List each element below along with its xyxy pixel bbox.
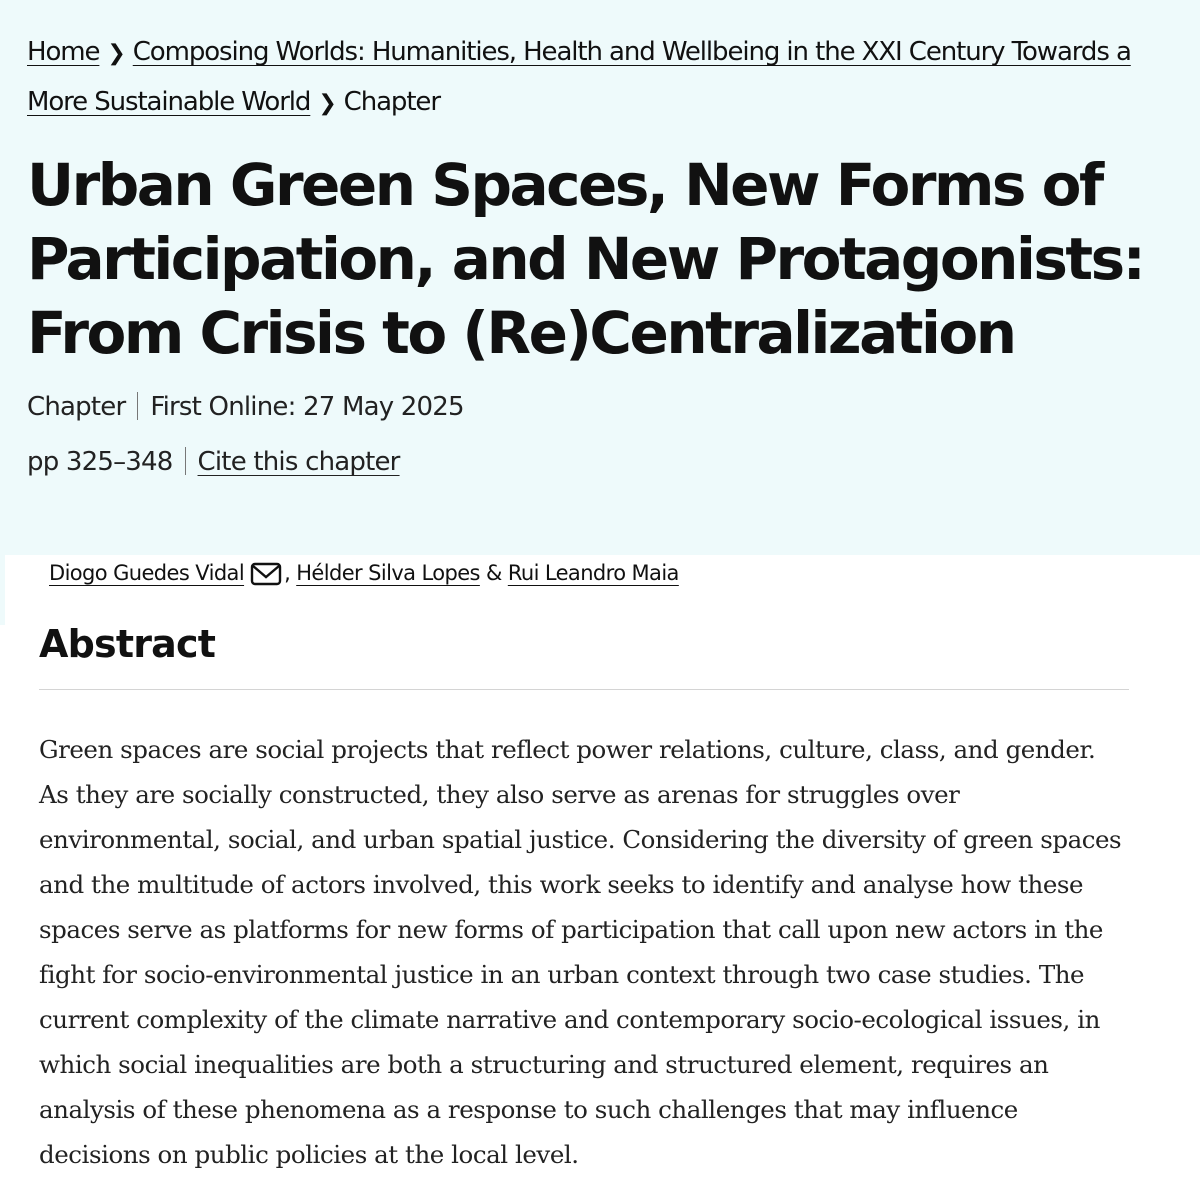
chevron-right-icon: ❯ xyxy=(318,91,336,116)
envelope-icon[interactable] xyxy=(250,562,284,591)
chapter-pages-line xyxy=(27,447,727,477)
breadcrumb-current: Chapter xyxy=(343,87,440,117)
divider xyxy=(185,447,186,475)
abstract-text: Green spaces are social projects that reflect power relations, culture, class, and gender. As they are socially constructed, they also serve as arenas for struggles over environmental, social, and urban spatial justice. Considering the diversity of green spaces and the multitude of actors involved, this work seeks to identify and analyse how these spaces serve as platforms for new forms of participation that call upon new actors in the fight for socio-environmental justice in an urban context through two case studies. The current complexity of the climate narrative and contemporary socio-ecological issues, in which social inequalities are both a structuring and structured element, requires an analysis of these phenomena as a response to such challenges that may influence decisions on public policies at the local level. xyxy=(39,735,1122,1169)
content-type: Chapter xyxy=(27,392,126,422)
chevron-right-icon: ❯ xyxy=(107,41,125,66)
breadcrumb-book-link[interactable]: Composing Worlds: Humanities, Health and Wellbeing in the XXI Century Towards a More Sustainable World xyxy=(27,37,1131,117)
divider xyxy=(137,392,138,420)
header-background-edge xyxy=(0,555,5,625)
page-range: pp 325–348 xyxy=(27,447,173,477)
chapter-meta-line xyxy=(27,392,727,422)
first-online-date: First Online: 27 May 2025 xyxy=(150,392,464,422)
breadcrumb-home-link[interactable]: Home xyxy=(27,37,100,67)
author-link-1[interactable]: Diogo Guedes Vidal xyxy=(49,561,245,585)
abstract-heading: Abstract xyxy=(39,622,216,666)
chapter-title: Urban Green Spaces, New Forms of Participation, and New Protagonists: From Crisis to (Re)Centralization xyxy=(27,151,1144,367)
author-separator: & xyxy=(485,561,502,585)
breadcrumb xyxy=(27,28,1187,128)
cite-chapter-link[interactable]: Cite this chapter xyxy=(197,447,400,477)
section-divider xyxy=(39,689,1129,690)
author-link-2[interactable]: Hélder Silva Lopes xyxy=(296,561,480,585)
author-list: Diogo Guedes Vidal , Hélder Silva Lopes & Rui Leandro Maia xyxy=(49,561,679,591)
author-link-3[interactable]: Rui Leandro Maia xyxy=(507,561,679,585)
